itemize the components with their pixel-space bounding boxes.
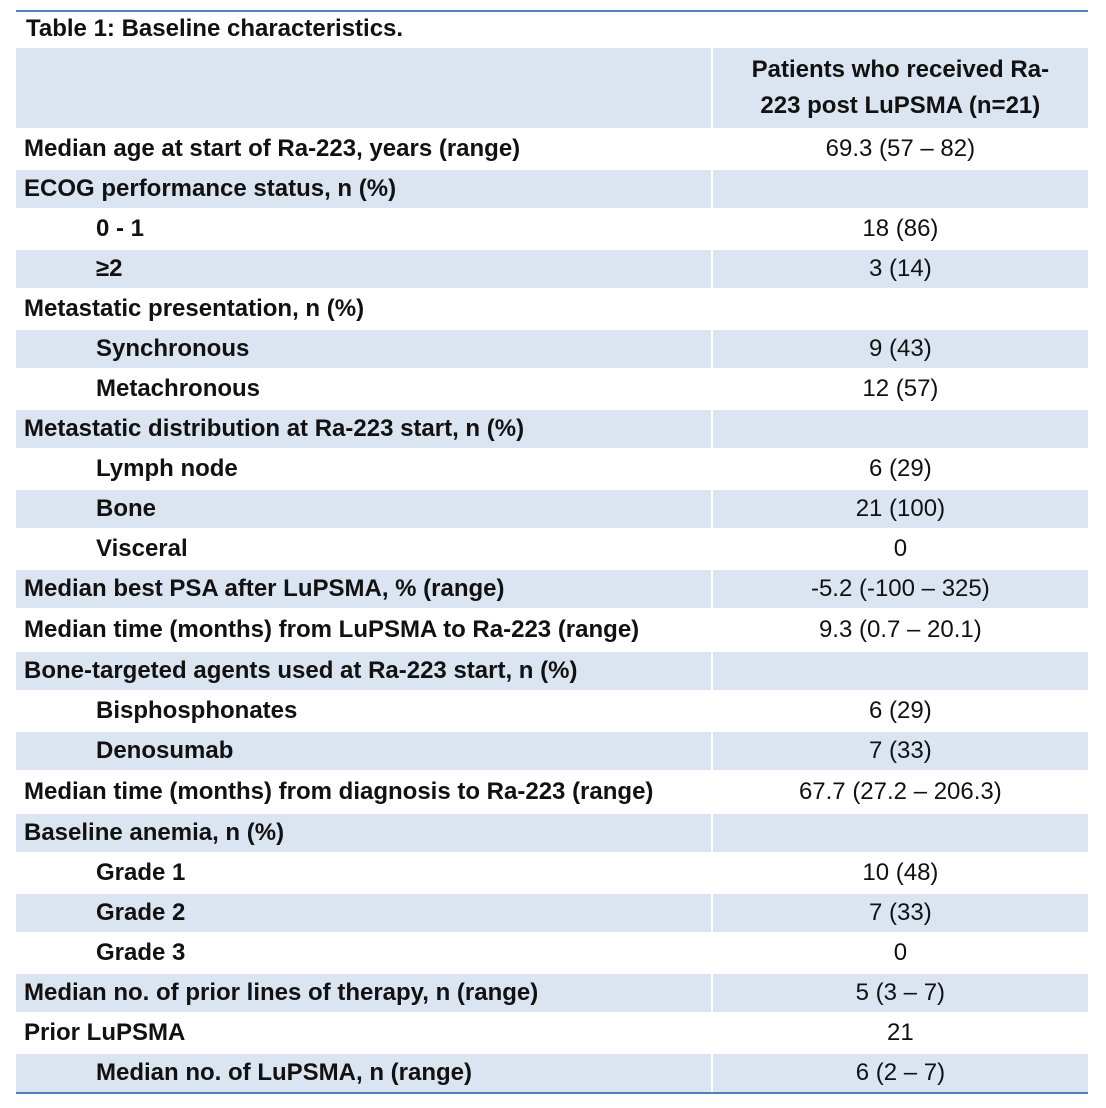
table-header-row: [16, 46, 1088, 128]
row-value: [711, 170, 1088, 208]
table-row: [16, 690, 1088, 730]
table-row: [16, 368, 1088, 408]
row-value: 18 (86): [711, 210, 1088, 248]
row-value: 10 (48): [711, 854, 1088, 892]
header-col1-line1: Patients who received Ra-: [751, 56, 1050, 83]
table-row: [16, 608, 1088, 650]
table-row: [16, 168, 1088, 208]
row-value: [711, 290, 1088, 328]
row-label: Bone: [96, 495, 156, 522]
table-row: [16, 288, 1088, 328]
row-label: Grade 3: [96, 939, 186, 966]
row-value: [711, 652, 1088, 690]
row-label: Median time (months) from LuPSMA to Ra-223 (range): [24, 616, 640, 643]
table-row: [16, 128, 1088, 168]
row-label: Median best PSA after LuPSMA, % (range): [24, 575, 505, 602]
table-caption: Table 1: Baseline characteristics.: [26, 15, 404, 42]
table-row: [16, 770, 1088, 812]
row-label: Metachronous: [96, 375, 261, 402]
row-value: 21: [711, 1014, 1088, 1052]
row-value: 6 (2 – 7): [711, 1054, 1088, 1092]
table-row: [16, 650, 1088, 690]
row-value: [711, 410, 1088, 448]
row-label: Grade 2: [96, 899, 186, 926]
row-label: Grade 1: [96, 859, 186, 886]
row-value: 6 (29): [711, 450, 1088, 488]
table-row: [16, 892, 1088, 932]
row-value: 3 (14): [711, 250, 1088, 288]
row-label: Lymph node: [96, 455, 238, 482]
row-value: 12 (57): [711, 370, 1088, 408]
row-label: Metastatic presentation, n (%): [24, 295, 365, 322]
row-value: 0: [711, 530, 1088, 568]
row-label: Prior LuPSMA: [24, 1019, 186, 1046]
header-col1-line2: 223 post LuPSMA (n=21): [760, 92, 1041, 119]
table-row: [16, 1012, 1088, 1052]
row-label: ECOG performance status, n (%): [24, 175, 397, 202]
row-value: 6 (29): [711, 692, 1088, 730]
table-row: [16, 208, 1088, 248]
table-row: [16, 852, 1088, 892]
table-row: [16, 488, 1088, 528]
row-label: Median no. of prior lines of therapy, n (range): [24, 979, 539, 1006]
row-value: 69.3 (57 – 82): [711, 130, 1088, 168]
row-value: 7 (33): [711, 894, 1088, 932]
row-value: 67.7 (27.2 – 206.3): [711, 772, 1088, 812]
table-row: [16, 812, 1088, 852]
row-label: Baseline anemia, n (%): [24, 819, 285, 846]
table-row: [16, 248, 1088, 288]
row-label: Median no. of LuPSMA, n (range): [96, 1059, 472, 1086]
row-label: Visceral: [96, 535, 188, 562]
row-label: Bisphosphonates: [96, 697, 298, 724]
table-row: [16, 448, 1088, 488]
table-row: [16, 972, 1088, 1012]
baseline-table: [16, 10, 1088, 1094]
table-row: [16, 408, 1088, 448]
table-row: [16, 932, 1088, 972]
row-value: 7 (33): [711, 732, 1088, 770]
row-label: ≥2: [96, 255, 123, 282]
table-bottom-rule: [16, 1092, 1088, 1094]
row-value: 21 (100): [711, 490, 1088, 528]
table-row: [16, 730, 1088, 770]
row-value: -5.2 (-100 – 325): [711, 570, 1088, 608]
row-label: Median age at start of Ra-223, years (range): [24, 135, 521, 162]
header-blank-cell: [16, 48, 711, 128]
table-row: [16, 328, 1088, 368]
row-label: Denosumab: [96, 737, 234, 764]
row-value: 5 (3 – 7): [711, 974, 1088, 1012]
table-row: [16, 568, 1088, 608]
row-value: [711, 814, 1088, 852]
row-value: 0: [711, 934, 1088, 972]
row-label: Median time (months) from diagnosis to Ra-223 (range): [24, 778, 654, 805]
table-row: [16, 528, 1088, 568]
row-label: Bone-targeted agents used at Ra-223 start, n (%): [24, 657, 578, 684]
table-row: [16, 1052, 1088, 1092]
row-value: 9.3 (0.7 – 20.1): [711, 610, 1088, 650]
table-body: [16, 128, 1088, 1092]
row-label: Synchronous: [96, 335, 250, 362]
row-value: 9 (43): [711, 330, 1088, 368]
row-label: 0 - 1: [96, 215, 145, 242]
row-label: Metastatic distribution at Ra-223 start, n (%): [24, 415, 525, 442]
header-patients-column: [711, 48, 1088, 128]
